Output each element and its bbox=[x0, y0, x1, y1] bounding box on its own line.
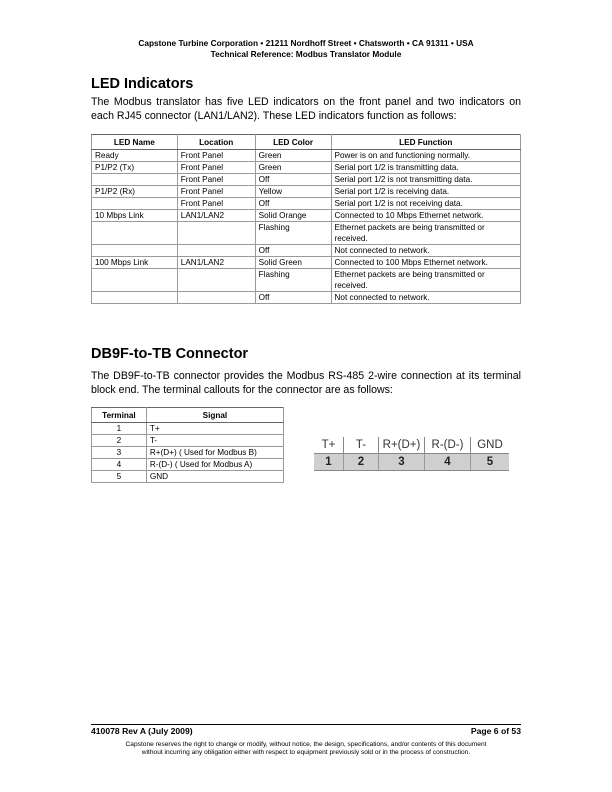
table-cell: Serial port 1/2 is transmitting data. bbox=[331, 162, 520, 174]
table-cell: 100 Mbps Link bbox=[92, 257, 178, 269]
table-cell: 3 bbox=[92, 447, 147, 459]
table-cell: Front Panel bbox=[177, 174, 255, 186]
table-cell: 4 bbox=[92, 459, 147, 471]
callout-label: T- bbox=[344, 437, 379, 453]
table-cell: Serial port 1/2 is receiving data. bbox=[331, 186, 520, 198]
table-cell: T+ bbox=[146, 423, 283, 435]
table-cell bbox=[92, 245, 178, 257]
terminal-table-header bbox=[92, 408, 284, 423]
footer-doc-id: 410078 Rev A (July 2009) bbox=[91, 726, 193, 736]
led-table bbox=[91, 134, 521, 304]
table-row bbox=[92, 447, 284, 459]
table-cell: Off bbox=[255, 198, 331, 210]
table-cell bbox=[92, 292, 178, 304]
table-cell: Yellow bbox=[255, 186, 331, 198]
footer-disclaimer: Capstone reserves the right to change or modify, without notice, the design, specifications, and/or contents of this document bbox=[125, 741, 487, 748]
table-cell: Ready bbox=[92, 150, 178, 162]
callout-label: R-(D-) bbox=[425, 437, 471, 453]
table-row bbox=[92, 198, 521, 210]
table-cell: Power is on and functioning normally. bbox=[331, 150, 520, 162]
table-cell: Not connected to network. bbox=[331, 245, 520, 257]
table-cell bbox=[177, 269, 255, 292]
table-row bbox=[92, 292, 521, 304]
col-header: Location bbox=[177, 135, 255, 150]
table-cell: Serial port 1/2 is not transmitting data. bbox=[331, 174, 520, 186]
table-cell: Solid Green bbox=[255, 257, 331, 269]
table-row bbox=[92, 162, 521, 174]
table-cell: Off bbox=[255, 245, 331, 257]
table-cell: Not connected to network. bbox=[331, 292, 520, 304]
table-cell: GND bbox=[146, 471, 283, 483]
table-cell: Front Panel bbox=[177, 186, 255, 198]
table-cell: Connected to 10 Mbps Ethernet network. bbox=[331, 210, 520, 222]
table-cell: Off bbox=[255, 292, 331, 304]
table-cell: R+(D+) ( Used for Modbus B) bbox=[146, 447, 283, 459]
table-row bbox=[92, 435, 284, 447]
table-cell: LAN1/LAN2 bbox=[177, 210, 255, 222]
table-cell: Front Panel bbox=[177, 150, 255, 162]
callout-number-row bbox=[314, 453, 509, 471]
table-cell: P1/P2 (Rx) bbox=[92, 186, 178, 198]
db9-intro: The DB9F-to-TB connector provides the Modbus RS-485 2-wire connection at its terminal block end. The terminal callouts for the connector are as follows: bbox=[91, 370, 521, 396]
table-cell: T- bbox=[146, 435, 283, 447]
table-cell: LAN1/LAN2 bbox=[177, 257, 255, 269]
table-cell: P1/P2 (Tx) bbox=[92, 162, 178, 174]
table-cell: Front Panel bbox=[177, 198, 255, 210]
callout-number: 4 bbox=[425, 454, 471, 470]
table-row bbox=[92, 257, 521, 269]
header-doc-title: Technical Reference: Modbus Translator Module bbox=[210, 49, 402, 59]
terminal-callout-diagram bbox=[314, 437, 509, 471]
col-header: Signal bbox=[146, 408, 283, 423]
table-row bbox=[92, 150, 521, 162]
table-cell: Connected to 100 Mbps Ethernet network. bbox=[331, 257, 520, 269]
table-cell: 1 bbox=[92, 423, 147, 435]
callout-number: 3 bbox=[379, 454, 425, 470]
table-cell: Off bbox=[255, 174, 331, 186]
table-row bbox=[92, 210, 521, 222]
table-cell bbox=[177, 245, 255, 257]
table-row bbox=[92, 186, 521, 198]
header-address: Capstone Turbine Corporation • 21211 Nordhoff Street • Chatsworth • CA 91311 • USA bbox=[138, 38, 474, 48]
table-cell bbox=[92, 222, 178, 245]
table-row bbox=[92, 222, 521, 245]
table-cell bbox=[92, 198, 178, 210]
table-cell: Ethernet packets are being transmitted or received. bbox=[331, 222, 520, 245]
col-header: LED Color bbox=[255, 135, 331, 150]
col-header: LED Name bbox=[92, 135, 178, 150]
table-cell: Front Panel bbox=[177, 162, 255, 174]
table-cell bbox=[92, 269, 178, 292]
col-header: Terminal bbox=[92, 408, 147, 423]
table-cell: Ethernet packets are being transmitted or received. bbox=[331, 269, 520, 292]
callout-number: 2 bbox=[344, 454, 379, 470]
footer-divider bbox=[91, 724, 521, 725]
table-cell: R-(D-) ( Used for Modbus A) bbox=[146, 459, 283, 471]
table-cell: Flashing bbox=[255, 222, 331, 245]
callout-label: T+ bbox=[314, 437, 344, 453]
callout-number: 5 bbox=[486, 456, 494, 468]
db9-section-title: DB9F-to-TB Connector bbox=[91, 346, 249, 362]
footer-disclaimer: without incurring any obligation either with respect to equipment previously sold or in the process of construction. bbox=[141, 749, 471, 756]
table-cell: Solid Orange bbox=[255, 210, 331, 222]
table-cell: 10 Mbps Link bbox=[92, 210, 178, 222]
table-cell bbox=[92, 174, 178, 186]
callout-label: GND bbox=[477, 439, 503, 451]
callout-label-row bbox=[314, 437, 509, 453]
table-cell bbox=[177, 292, 255, 304]
table-row bbox=[92, 423, 284, 435]
led-section-title: LED Indicators bbox=[91, 76, 194, 92]
table-cell bbox=[177, 222, 255, 245]
table-row bbox=[92, 245, 521, 257]
table-row bbox=[92, 269, 521, 292]
col-header: LED Function bbox=[331, 135, 520, 150]
table-cell: Green bbox=[255, 162, 331, 174]
table-cell: 2 bbox=[92, 435, 147, 447]
table-cell: Green bbox=[255, 150, 331, 162]
table-row bbox=[92, 471, 284, 483]
led-table-header bbox=[92, 135, 521, 150]
table-cell: 5 bbox=[92, 471, 147, 483]
callout-label: R+(D+) bbox=[379, 437, 425, 453]
led-intro: The Modbus translator has five LED indicators on the front panel and two indicators on each RJ45 connector (LAN1/LAN2). These LED indicators function as follows: bbox=[91, 96, 521, 122]
callout-number: 1 bbox=[314, 454, 344, 470]
terminal-table bbox=[91, 407, 284, 483]
table-cell: Serial port 1/2 is not receiving data. bbox=[331, 198, 520, 210]
table-cell: Flashing bbox=[255, 269, 331, 292]
footer-page-number: Page 6 of 53 bbox=[470, 726, 521, 736]
table-row bbox=[92, 174, 521, 186]
table-row bbox=[92, 459, 284, 471]
